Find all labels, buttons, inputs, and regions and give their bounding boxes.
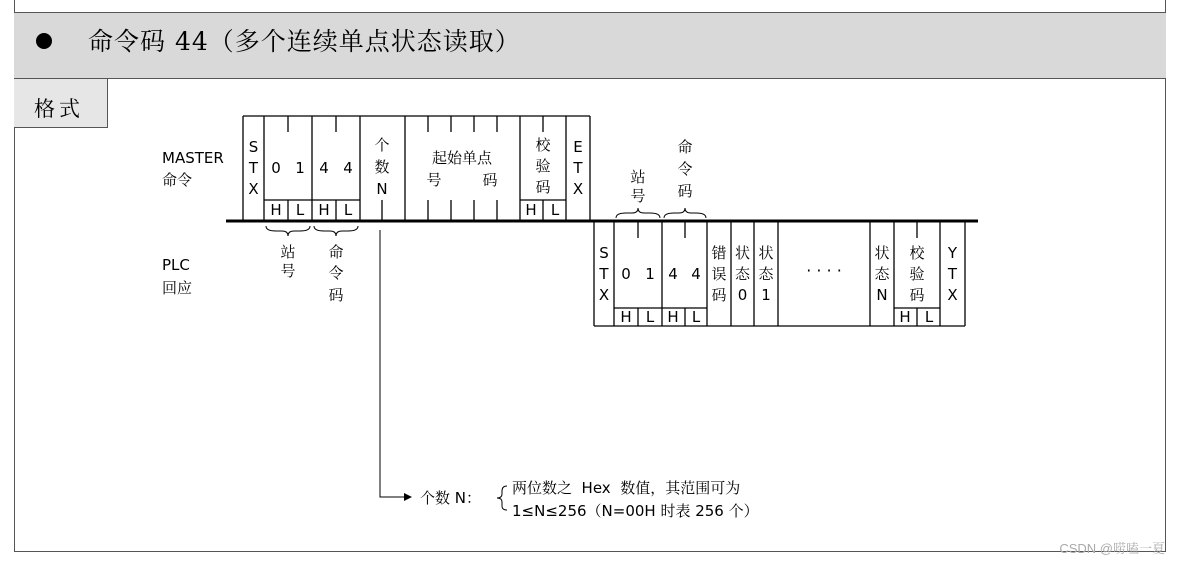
master-check-l-label: L	[550, 201, 560, 219]
plc-check-l-label: L	[924, 308, 934, 326]
plc-check-1: 校	[909, 244, 925, 262]
master-station-label-1: 站	[280, 243, 296, 261]
note-line2: 1≤N≤256（N=00H 时表 256 个）	[512, 502, 759, 520]
master-label: MASTER	[162, 149, 224, 167]
master-command-label-2: 令	[328, 264, 344, 282]
master-check-2: 验	[535, 157, 551, 175]
note-line1: 两位数之 Hex 数值，其范围可为	[512, 479, 741, 497]
plc-station-label-1: 站	[630, 168, 646, 186]
plc-etx-y: Y	[947, 244, 958, 262]
master-check-1: 校	[535, 136, 551, 154]
master-command-label-3: 码	[328, 286, 344, 304]
plc-station-h-label: H	[620, 308, 632, 326]
plc-stx-s: S	[599, 244, 609, 262]
master-station-h-label: H	[270, 201, 282, 219]
master-station-h: 0	[271, 159, 281, 177]
master-check-3: 码	[535, 178, 551, 196]
plc-cmd-h-label: H	[667, 308, 679, 326]
plc-station-l-label: L	[645, 308, 655, 326]
plc-etx-t: T	[947, 265, 958, 283]
master-station-label-2: 号	[280, 262, 296, 280]
plc-error-1: 错	[711, 244, 727, 262]
plc-state0-1: 状	[734, 244, 751, 262]
master-count-1: 个	[374, 136, 390, 154]
plc-command-label-2: 令	[677, 160, 693, 178]
plc-cmd-l: 4	[691, 265, 701, 283]
master-cmd-h-label: H	[318, 201, 330, 219]
watermark: CSDN @唠嗑一夏	[1059, 541, 1165, 556]
plc-stateN-2: 态	[874, 265, 890, 283]
plc-stx-x: X	[598, 286, 610, 304]
plc-check-3: 码	[909, 286, 925, 304]
format-label: 格式	[34, 97, 84, 121]
plc-station-label-2: 号	[630, 187, 646, 205]
page-title: 命令码 44（多个连续单点状态读取）	[88, 27, 521, 56]
master-stx-t: T	[248, 159, 259, 177]
plc-ellipsis: · · · ·	[806, 261, 842, 280]
master-stx-s: S	[248, 138, 259, 156]
master-label-cn: 命令	[162, 171, 193, 189]
master-start-line2b: 码	[482, 171, 498, 189]
plc-command-label-1: 命	[677, 138, 693, 156]
plc-station-h: 0	[621, 265, 631, 283]
master-etx-x: X	[572, 180, 584, 198]
arrow-head-icon	[404, 493, 412, 501]
plc-error-2: 误	[711, 265, 727, 283]
master-station-l: 1	[295, 159, 305, 177]
master-etx-t: T	[573, 159, 583, 177]
plc-stateN-3: N	[876, 286, 888, 304]
plc-check-2: 验	[909, 265, 925, 283]
plc-stx-t: T	[599, 265, 609, 283]
plc-command-label-3: 码	[677, 182, 693, 200]
plc-cmd-l-label: L	[691, 308, 701, 326]
master-etx-e: E	[573, 138, 583, 156]
master-stx-x: X	[248, 180, 259, 198]
plc-state1-1: 状	[758, 244, 774, 262]
plc-state1-3: 1	[761, 286, 771, 304]
master-command-label-1: 命	[328, 243, 344, 261]
master-cmd-l: 4	[343, 159, 353, 177]
master-start-line1: 起始单点	[431, 149, 493, 167]
master-cmd-h: 4	[319, 159, 329, 177]
plc-state0-2: 态	[734, 265, 751, 283]
plc-state0-3: 0	[737, 286, 748, 304]
plc-label-cn: 回应	[162, 279, 193, 297]
master-cmd-l-label: L	[343, 201, 353, 219]
master-station-l-label: L	[295, 201, 305, 219]
plc-etx-x: X	[947, 286, 958, 304]
plc-station-l: 1	[645, 265, 655, 283]
master-start-line2a: 号	[426, 171, 442, 189]
plc-state1-2: 态	[758, 265, 774, 283]
note-prefix: 个数 N：	[420, 489, 481, 507]
master-check-h-label: H	[525, 201, 537, 219]
master-count-2: 数	[374, 158, 390, 176]
master-count-3: N	[376, 180, 388, 198]
plc-error-3: 码	[711, 286, 727, 304]
plc-check-h-label: H	[899, 308, 911, 326]
plc-stateN-1: 状	[874, 244, 890, 262]
plc-cmd-h: 4	[668, 265, 678, 283]
plc-label: PLC	[162, 256, 190, 274]
count-arrow	[380, 230, 404, 497]
